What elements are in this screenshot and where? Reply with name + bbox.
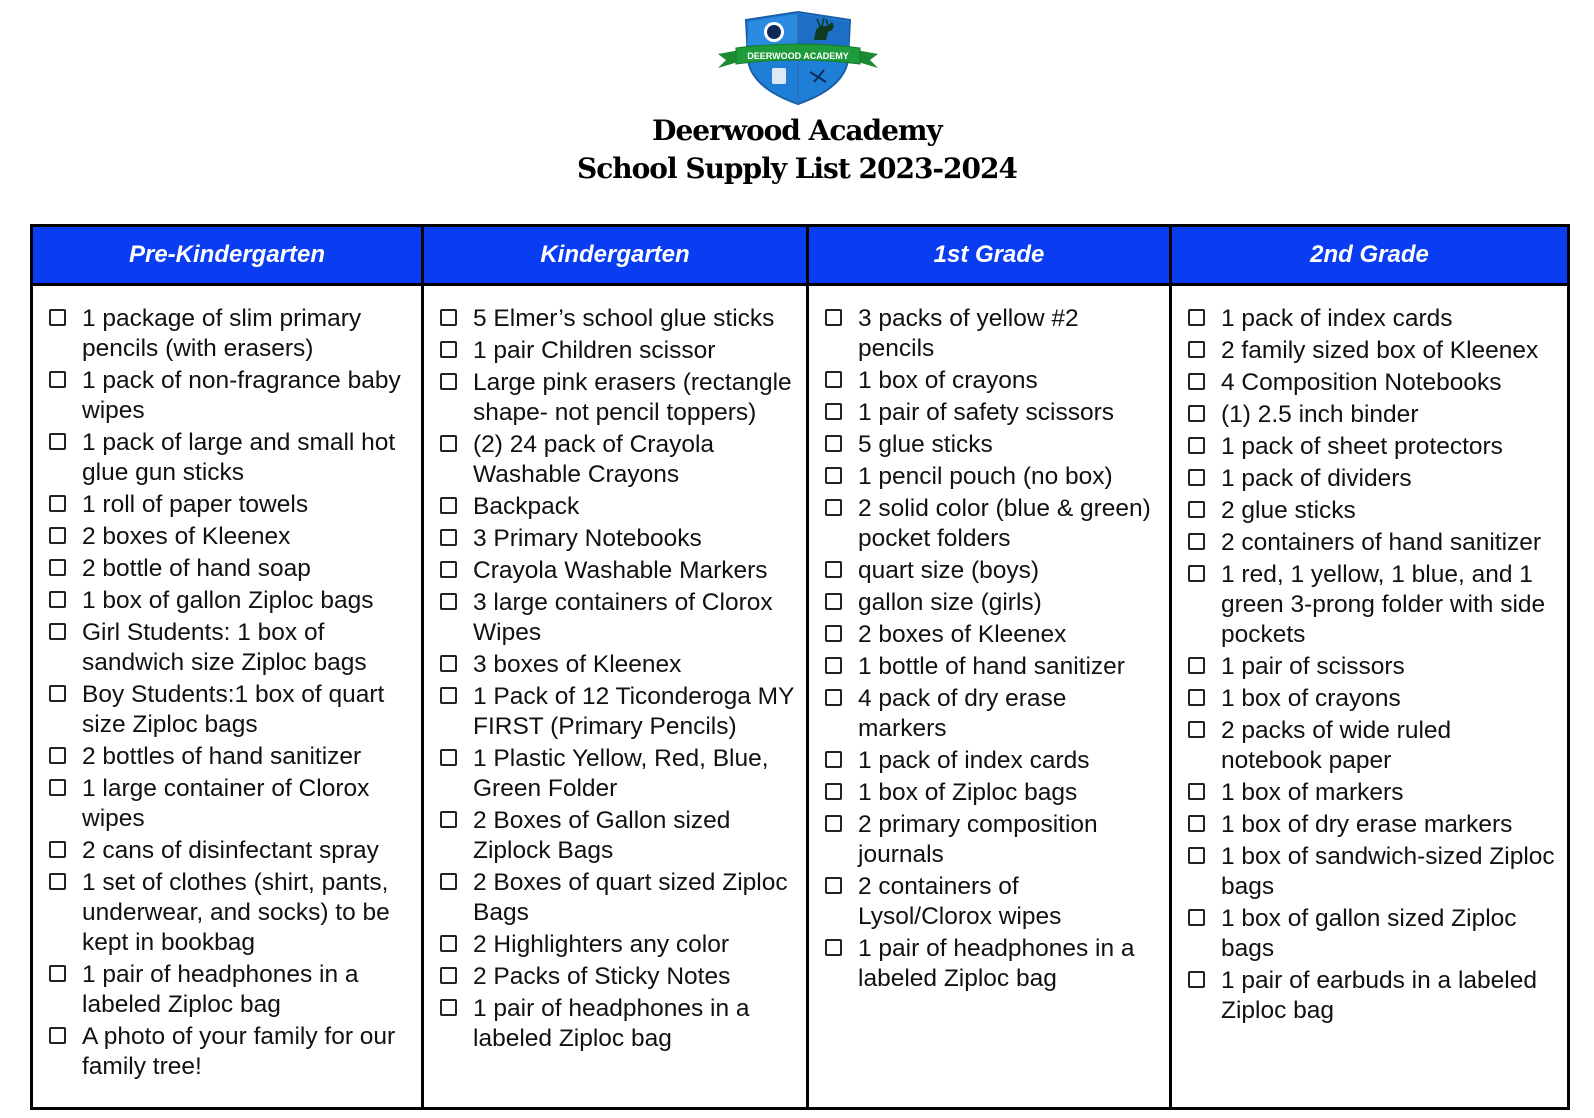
item-label: 2 boxes of Kleenex [858, 621, 1067, 648]
checkbox-icon[interactable] [825, 435, 842, 452]
checklist-item [1188, 652, 1557, 682]
checklist-item [49, 522, 411, 552]
item-label: 1 red, 1 yellow, 1 blue, and 1 green 3-prong folder with side pockets [1221, 561, 1546, 648]
checklist-item [440, 336, 796, 366]
checklist-item [49, 428, 411, 488]
checkbox-icon[interactable] [825, 783, 842, 800]
checklist-item [440, 556, 796, 586]
checklist-item [1188, 528, 1557, 558]
school-logo [716, 10, 880, 106]
checkbox-icon[interactable] [49, 747, 66, 764]
checklist-item [825, 746, 1159, 776]
checklist-item [440, 930, 796, 960]
item-label: 2 solid color (blue & green) pocket folders [858, 495, 1151, 552]
checkbox-icon[interactable] [1188, 469, 1205, 486]
checklist-item [825, 684, 1159, 744]
item-label: 1 box of Ziploc bags [858, 779, 1078, 806]
checkbox-icon[interactable] [825, 309, 842, 326]
checkbox-icon[interactable] [825, 877, 842, 894]
checklist-item [49, 868, 411, 958]
checkbox-icon[interactable] [49, 873, 66, 890]
item-label: Backpack [473, 493, 580, 520]
item-label: 1 pack of index cards [858, 747, 1090, 774]
item-label: Boy Students:1 box of quart size Ziploc bags [82, 681, 385, 738]
checkbox-icon[interactable] [825, 625, 842, 642]
checklist-item [825, 872, 1159, 932]
checkbox-icon[interactable] [440, 935, 457, 952]
item-label: gallon size (girls) [858, 589, 1042, 616]
item-label: (1) 2.5 inch binder [1221, 401, 1419, 428]
item-label: 1 pack of dividers [1221, 465, 1412, 492]
checkbox-icon[interactable] [1188, 657, 1205, 674]
item-label: Crayola Washable Markers [473, 557, 768, 584]
item-label: 1 pair of headphones in a labeled Ziploc bag [858, 935, 1135, 992]
item-label: 2 packs of wide ruled notebook paper [1221, 717, 1452, 774]
item-label: 4 pack of dry erase markers [858, 685, 1067, 742]
item-label: 1 pack of index cards [1221, 305, 1453, 332]
checklist-item [49, 960, 411, 1020]
checkbox-icon[interactable] [440, 749, 457, 766]
item-label: 1 pack of non-fragrance baby wipes [82, 367, 401, 424]
item-label: quart size (boys) [858, 557, 1040, 584]
item-label: Girl Students: 1 box of sandwich size Ziploc bags [82, 619, 367, 676]
checkbox-icon[interactable] [825, 657, 842, 674]
checkbox-icon[interactable] [49, 779, 66, 796]
checkbox-icon[interactable] [825, 815, 842, 832]
item-label: 1 Pack of 12 Ticonderoga MY FIRST (Primary Pencils) [473, 683, 794, 740]
checkbox-icon[interactable] [440, 529, 457, 546]
checkbox-icon[interactable] [49, 965, 66, 982]
item-label: 2 primary composition journals [858, 811, 1098, 868]
checklist-item [1188, 716, 1557, 776]
checkbox-icon[interactable] [49, 433, 66, 450]
item-label: 2 family sized box of Kleenex [1221, 337, 1539, 364]
column-heading: 2nd Grade [1172, 227, 1567, 286]
checkbox-icon[interactable] [440, 999, 457, 1016]
item-label: 2 bottles of hand sanitizer [82, 743, 362, 770]
checkbox-icon[interactable] [440, 811, 457, 828]
checkbox-icon[interactable] [440, 873, 457, 890]
page-subtitle: School Supply List 2023-2024 [576, 152, 1017, 185]
item-label: 1 pencil pouch (no box) [858, 463, 1113, 490]
checkbox-icon[interactable] [49, 371, 66, 388]
checkbox-icon[interactable] [825, 689, 842, 706]
item-label: 2 containers of Lysol/Clorox wipes [858, 873, 1062, 930]
checklist-item [49, 774, 411, 834]
item-label: 1 box of dry erase markers [1221, 811, 1513, 838]
item-label: 1 pair of earbuds in a labeled Ziploc bag [1221, 967, 1537, 1024]
checklist-item [49, 836, 411, 866]
item-label: 2 Packs of Sticky Notes [473, 963, 731, 990]
column-heading: Kindergarten [424, 227, 806, 286]
checklist-item [49, 586, 411, 616]
checklist-item [1188, 778, 1557, 808]
item-label: 1 pack of sheet protectors [1221, 433, 1503, 460]
checklist-item [49, 554, 411, 584]
checkbox-icon[interactable] [1188, 309, 1205, 326]
column-1st-grade [809, 227, 1172, 1107]
checkbox-icon[interactable] [49, 527, 66, 544]
checkbox-icon[interactable] [49, 841, 66, 858]
checkbox-icon[interactable] [1188, 689, 1205, 706]
column-heading: 1st Grade [809, 227, 1169, 286]
checkbox-icon[interactable] [825, 467, 842, 484]
checklist-item [1188, 684, 1557, 714]
checklist-item [825, 620, 1159, 650]
item-label: 4 Composition Notebooks [1221, 369, 1502, 396]
item-label: 1 Plastic Yellow, Red, Blue, Green Folder [473, 745, 769, 802]
checkbox-icon[interactable] [49, 309, 66, 326]
checklist-item [825, 494, 1159, 554]
checkbox-icon[interactable] [825, 371, 842, 388]
item-label: 5 glue sticks [858, 431, 993, 458]
checkbox-icon[interactable] [1188, 501, 1205, 518]
item-label: 3 large containers of Clorox Wipes [473, 589, 773, 646]
checklist-item [49, 680, 411, 740]
checkbox-icon[interactable] [49, 685, 66, 702]
checklist-item [440, 650, 796, 680]
checklist-item [825, 430, 1159, 460]
checklist-item [49, 742, 411, 772]
checklist-item [440, 868, 796, 928]
checkbox-icon[interactable] [1188, 565, 1205, 582]
checkbox-icon[interactable] [440, 341, 457, 358]
item-label: 2 containers of hand sanitizer [1221, 529, 1542, 556]
checkbox-icon[interactable] [1188, 909, 1205, 926]
column-kindergarten [424, 227, 809, 1107]
checklist-item [440, 492, 796, 522]
checkbox-icon[interactable] [1188, 721, 1205, 738]
item-label: A photo of your family for our family tree! [82, 1023, 396, 1080]
item-label: 1 pair of scissors [1221, 653, 1405, 680]
item-label: 1 box of crayons [1221, 685, 1401, 712]
item-label: 1 pair of headphones in a labeled Ziploc bag [473, 995, 750, 1052]
column-heading: Pre-Kindergarten [33, 227, 421, 286]
checkbox-icon[interactable] [49, 495, 66, 512]
checkbox-icon[interactable] [440, 309, 457, 326]
checklist-item [49, 618, 411, 678]
checkbox-icon[interactable] [1188, 437, 1205, 454]
column-body [809, 286, 1169, 1107]
item-label: 1 pair of headphones in a labeled Ziploc bag [82, 961, 359, 1018]
checkbox-icon[interactable] [49, 591, 66, 608]
checklist-item [1188, 432, 1557, 462]
checklist-item [1188, 464, 1557, 494]
checkbox-icon[interactable] [440, 967, 457, 984]
item-label: 1 package of slim primary pencils (with erasers) [82, 305, 362, 362]
item-label: 1 pack of large and small hot glue gun sticks [82, 429, 396, 486]
item-label: 2 bottle of hand soap [82, 555, 311, 582]
checkbox-icon[interactable] [49, 559, 66, 576]
checklist-item [440, 806, 796, 866]
item-label: 1 pair Children scissor [473, 337, 716, 364]
checklist-item [49, 304, 411, 364]
item-label: 1 box of sandwich-sized Ziploc bags [1221, 843, 1555, 900]
checklist-item [1188, 842, 1557, 902]
checklist-item [440, 524, 796, 554]
item-label: 2 Boxes of Gallon sized Ziplock Bags [473, 807, 731, 864]
checkbox-icon[interactable] [440, 593, 457, 610]
column-body [1172, 286, 1567, 1107]
checklist-item [440, 682, 796, 742]
column-pre-kindergarten [33, 227, 424, 1107]
checklist-item [825, 934, 1159, 994]
item-label: 2 Highlighters any color [473, 931, 730, 958]
checklist-item [825, 588, 1159, 618]
column-body [33, 286, 421, 1107]
checkbox-icon[interactable] [1188, 405, 1205, 422]
column-body [424, 286, 806, 1107]
item-label: 3 boxes of Kleenex [473, 651, 682, 678]
checkbox-icon[interactable] [1188, 533, 1205, 550]
item-label: 1 box of crayons [858, 367, 1038, 394]
page-title: Deerwood Academy [652, 114, 942, 147]
checkbox-icon[interactable] [825, 593, 842, 610]
column-2nd-grade [1172, 227, 1567, 1107]
item-label: 2 Boxes of quart sized Ziploc Bags [473, 869, 788, 926]
checklist-item [1188, 496, 1557, 526]
checklist-item [1188, 304, 1557, 334]
item-label: 1 box of markers [1221, 779, 1404, 806]
checklist-item [825, 366, 1159, 396]
item-label: 1 pair of safety scissors [858, 399, 1114, 426]
checkbox-icon[interactable] [825, 403, 842, 420]
checkbox-icon[interactable] [440, 497, 457, 514]
checklist-item [440, 588, 796, 648]
item-label: 2 cans of disinfectant spray [82, 837, 379, 864]
checklist-item [440, 304, 796, 334]
item-label: 1 set of clothes (shirt, pants, underwear, and socks) to be kept in bookbag [82, 869, 390, 956]
checkbox-icon[interactable] [1188, 847, 1205, 864]
checkbox-icon[interactable] [1188, 341, 1205, 358]
checkbox-icon[interactable] [440, 435, 457, 452]
checklist-item [440, 994, 796, 1054]
item-label: 1 box of gallon sized Ziploc bags [1221, 905, 1517, 962]
checkbox-icon[interactable] [1188, 373, 1205, 390]
checklist-item [1188, 336, 1557, 366]
checklist-item [825, 398, 1159, 428]
checkbox-icon[interactable] [825, 939, 842, 956]
checklist-item [1188, 368, 1557, 398]
checkbox-icon[interactable] [49, 623, 66, 640]
item-label: 3 packs of yellow #2 pencils [858, 305, 1079, 362]
checklist-item [440, 744, 796, 804]
item-label: (2) 24 pack of Crayola Washable Crayons [473, 431, 715, 488]
checklist-item [825, 810, 1159, 870]
checkbox-icon[interactable] [825, 499, 842, 516]
checkbox-icon[interactable] [440, 687, 457, 704]
checklist-item [825, 652, 1159, 682]
supply-table [30, 224, 1570, 1110]
checklist-item [49, 1022, 411, 1082]
checklist-item [1188, 400, 1557, 430]
item-label: 1 roll of paper towels [82, 491, 309, 518]
checklist-item [440, 962, 796, 992]
item-label: 5 Elmer’s school glue sticks [473, 305, 775, 332]
checklist-item [440, 430, 796, 490]
checkbox-icon[interactable] [1188, 815, 1205, 832]
checklist-item [825, 462, 1159, 492]
item-label: 2 boxes of Kleenex [82, 523, 291, 550]
checklist-item [1188, 904, 1557, 964]
item-label: 3 Primary Notebooks [473, 525, 702, 552]
item-label: 1 large container of Clorox wipes [82, 775, 370, 832]
item-label: 2 glue sticks [1221, 497, 1356, 524]
checklist-item [1188, 966, 1557, 1026]
checkbox-icon[interactable] [49, 1027, 66, 1044]
checklist-item [440, 368, 796, 428]
checklist-item [825, 304, 1159, 364]
shield-crest-icon [716, 10, 880, 106]
checklist-item [49, 366, 411, 426]
checklist-item [49, 490, 411, 520]
logo-text: DEERWOOD ACADEMY [747, 51, 849, 61]
checkbox-icon[interactable] [825, 561, 842, 578]
checklist-item [825, 778, 1159, 808]
item-label: Large pink erasers (rectangle shape- not pencil toppers) [473, 369, 792, 426]
checklist-item [1188, 560, 1557, 650]
checkbox-icon[interactable] [440, 655, 457, 672]
item-label: 1 bottle of hand sanitizer [858, 653, 1125, 680]
checkbox-icon[interactable] [440, 561, 457, 578]
checkbox-icon[interactable] [1188, 971, 1205, 988]
checklist-item [825, 556, 1159, 586]
checklist-item [1188, 810, 1557, 840]
checkbox-icon[interactable] [1188, 783, 1205, 800]
checkbox-icon[interactable] [825, 751, 842, 768]
item-label: 1 box of gallon Ziploc bags [82, 587, 374, 614]
checkbox-icon[interactable] [440, 373, 457, 390]
